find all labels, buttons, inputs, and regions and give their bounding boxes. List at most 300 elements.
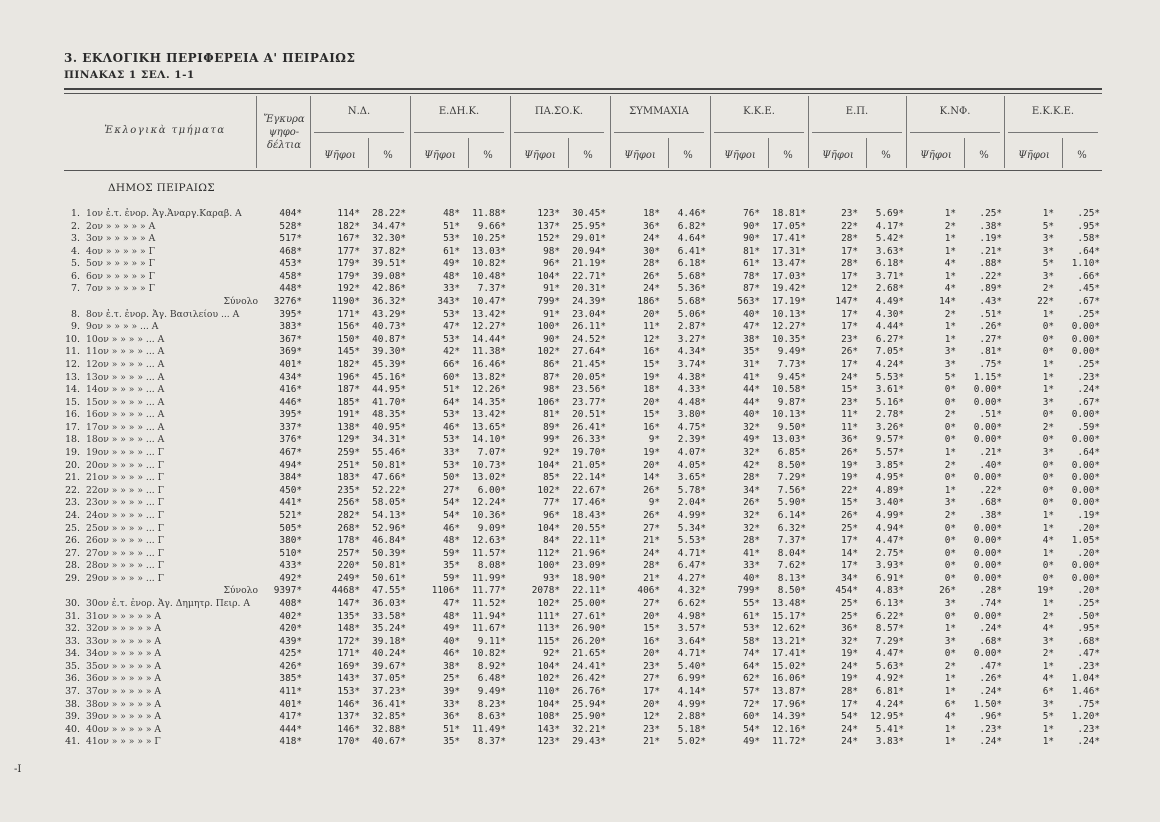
votes-value: 27* — [643, 673, 660, 685]
percent-value: 14.35* — [472, 396, 506, 408]
votes-value: 33* — [443, 698, 460, 710]
section-label: 36ον » » » » » Α — [86, 673, 162, 685]
percent-value: 6.99* — [677, 673, 706, 685]
percent-value: 0.00* — [1071, 409, 1100, 421]
percent-value: .47* — [979, 660, 1002, 672]
percent-value: 9.45* — [777, 371, 806, 383]
votes-value: 104* — [537, 522, 560, 534]
votes-value: 22* — [841, 220, 858, 232]
votes-value: 3* — [1042, 447, 1054, 459]
percent-value: 8.50* — [777, 459, 806, 471]
percent-value: 2.68* — [875, 283, 904, 295]
percent-value: 3.83* — [875, 736, 904, 748]
votes-value: 39* — [443, 686, 460, 698]
section-label: 26ον » » » » ... Γ — [86, 535, 164, 547]
votes-value: 21* — [643, 736, 660, 748]
votes-value: 38* — [443, 660, 460, 672]
percent-value: .68* — [1077, 635, 1100, 647]
group-column-divider — [1004, 96, 1005, 168]
percent-value: 34.47* — [372, 220, 406, 232]
votes-subheader: Ψῆφοι — [724, 150, 756, 161]
section-label: Σύνολο — [223, 585, 258, 597]
percent-value: 15.02* — [772, 660, 806, 672]
party-header: Ε.Κ.Κ.Ε. — [1031, 106, 1075, 117]
votes-value: 135* — [337, 610, 360, 622]
percent-value: 0.00* — [1071, 572, 1100, 584]
valid-ballots: 9397* — [273, 585, 302, 597]
votes-value: 112* — [537, 547, 560, 559]
percent-value: .24* — [1077, 384, 1100, 396]
votes-value: 0* — [1042, 409, 1054, 421]
percent-value: 4.24* — [875, 358, 904, 370]
votes-value: 19* — [841, 459, 858, 471]
percent-value: 32.30* — [372, 233, 406, 245]
votes-value: 46* — [443, 522, 460, 534]
percent-value: 0.00* — [973, 384, 1002, 396]
percent-value: 6.41* — [677, 245, 706, 257]
percent-value: 21.45* — [572, 358, 606, 370]
percent-value: 26.11* — [572, 321, 606, 333]
table-row — [0, 699, 1160, 711]
section-label: 31ον » » » » » Α — [86, 610, 162, 622]
valid-ballots: 517* — [279, 233, 302, 245]
section-label: 7ον » » » » » Γ — [86, 283, 155, 295]
percent-value: 10.36* — [472, 509, 506, 521]
votes-value: 23* — [643, 660, 660, 672]
votes-value: 799* — [737, 585, 760, 597]
percent-value: 10.25* — [472, 233, 506, 245]
percent-value: 13.47* — [772, 258, 806, 270]
votes-value: 76* — [743, 208, 760, 219]
percent-value: 11.52* — [472, 597, 506, 609]
votes-value: 24* — [841, 736, 858, 748]
top-rule — [64, 88, 1102, 90]
total-row — [0, 585, 1160, 597]
group-column-divider — [410, 96, 411, 168]
votes-value: 93* — [543, 572, 560, 584]
percent-value: 55.46* — [372, 447, 406, 459]
votes-value: 111* — [537, 610, 560, 622]
votes-value: 86* — [543, 358, 560, 370]
section-label: 30ον ἐ.τ. ἐνορ. Ἀγ. Δημητρ. Πειρ. Α — [86, 597, 250, 609]
section-label: 41ον » » » » » Γ — [86, 736, 161, 748]
votes-value: 18* — [643, 208, 660, 219]
votes-value: 32* — [743, 421, 760, 433]
votes-value: 60* — [743, 711, 760, 723]
percent-value: .96* — [979, 711, 1002, 723]
votes-value: 191* — [337, 409, 360, 421]
percent-value: .24* — [979, 686, 1002, 698]
percent-value: 1.10* — [1071, 258, 1100, 270]
percent-value: 32.88* — [372, 723, 406, 735]
votes-value: 23* — [841, 396, 858, 408]
row-number: 41. — [65, 736, 80, 748]
percent-value: .22* — [979, 484, 1002, 496]
percent-value: 7.29* — [875, 635, 904, 647]
percent-value: 26.90* — [572, 623, 606, 635]
sub-column-divider — [768, 138, 769, 168]
votes-value: 50* — [443, 472, 460, 484]
percent-value: 11.94* — [472, 610, 506, 622]
votes-value: 85* — [543, 472, 560, 484]
percent-value: 3.93* — [875, 560, 904, 572]
row-number: 12. — [65, 358, 80, 370]
percent-value: .24* — [979, 736, 1002, 748]
row-number: 17. — [65, 421, 80, 433]
row-number: 7. — [71, 283, 80, 295]
percent-value: 6.18* — [677, 258, 706, 270]
percent-value: 24.39* — [572, 296, 606, 308]
votes-value: 17* — [841, 535, 858, 547]
percent-value: 22.11* — [572, 535, 606, 547]
percent-value: 0.00* — [973, 547, 1002, 559]
row-number: 20. — [65, 459, 80, 471]
percent-value: .19* — [1077, 509, 1100, 521]
valid-ballots: 441* — [279, 497, 302, 509]
percent-value: 4.92* — [875, 673, 904, 685]
percent-value: 14.44* — [472, 333, 506, 345]
percent-value: 0.00* — [973, 535, 1002, 547]
percent-value: 41.70* — [372, 396, 406, 408]
percent-value: 4.47* — [875, 535, 904, 547]
valid-ballots: 468* — [279, 245, 302, 257]
percent-value: 48.35* — [372, 409, 406, 421]
votes-value: 36* — [841, 434, 858, 446]
percent-value: 3.74* — [677, 358, 706, 370]
percent-value: .21* — [979, 447, 1002, 459]
percent-value: 5.53* — [875, 371, 904, 383]
section-label: 5ον » » » » » Γ — [86, 258, 155, 270]
votes-value: 24* — [841, 371, 858, 383]
valid-ballots: 404* — [279, 208, 302, 219]
votes-value: 185* — [337, 396, 360, 408]
votes-subheader: Ψῆφοι — [524, 150, 556, 161]
votes-value: 0* — [1042, 572, 1054, 584]
percent-value: 2.87* — [677, 321, 706, 333]
percent-value: 21.05* — [572, 459, 606, 471]
votes-value: 33* — [443, 447, 460, 459]
percent-value: 29.01* — [572, 233, 606, 245]
votes-value: 48* — [443, 610, 460, 622]
votes-value: 74* — [743, 648, 760, 660]
votes-value: 150* — [337, 333, 360, 345]
percent-value: 0.00* — [1071, 560, 1100, 572]
percent-value: 0.00* — [973, 522, 1002, 534]
votes-value: 2* — [1042, 648, 1054, 660]
votes-value: 186* — [637, 296, 660, 308]
percent-value: 26.41* — [572, 421, 606, 433]
group-column-divider — [710, 96, 711, 168]
votes-value: 146* — [337, 698, 360, 710]
percent-value: 11.77* — [472, 585, 506, 597]
votes-value: 49* — [743, 434, 760, 446]
percent-value: 11.67* — [472, 623, 506, 635]
votes-value: 104* — [537, 660, 560, 672]
votes-value: 104* — [537, 698, 560, 710]
votes-value: 4* — [944, 283, 956, 295]
group-column-divider — [808, 96, 809, 168]
votes-value: 53* — [443, 233, 460, 245]
votes-value: 3* — [1042, 270, 1054, 282]
percent-value: 12.63* — [472, 535, 506, 547]
percent-value: 17.05* — [772, 220, 806, 232]
section-label: 20ον » » » » ... Γ — [86, 459, 164, 471]
percent-value: 1.05* — [1071, 535, 1100, 547]
votes-value: 46* — [443, 421, 460, 433]
table-row — [0, 283, 1160, 295]
percent-value: 4.34* — [677, 346, 706, 358]
votes-value: 53* — [443, 409, 460, 421]
percent-value: 5.36* — [677, 283, 706, 295]
votes-value: 1* — [1042, 723, 1054, 735]
votes-value: 47* — [443, 321, 460, 333]
table-row — [0, 384, 1160, 396]
row-number: 2. — [71, 220, 80, 232]
section-label: 14ον » » » » ... Α — [86, 384, 165, 396]
section-label: 23ον » » » » ... Γ — [86, 497, 164, 509]
votes-value: 40* — [443, 635, 460, 647]
percent-value: 7.37* — [777, 535, 806, 547]
percent-value: 4.07* — [677, 447, 706, 459]
votes-value: 183* — [337, 472, 360, 484]
sub-column-divider — [368, 138, 369, 168]
percent-value: .20* — [1077, 547, 1100, 559]
votes-value: 102* — [537, 484, 560, 496]
votes-value: 102* — [537, 597, 560, 609]
percent-value: 13.65* — [472, 421, 506, 433]
votes-value: 60* — [443, 371, 460, 383]
votes-value: 42* — [443, 346, 460, 358]
valid-ballots: 385* — [279, 673, 302, 685]
votes-value: 4* — [1042, 673, 1054, 685]
percent-value: 3.57* — [677, 623, 706, 635]
votes-value: 192* — [337, 283, 360, 295]
votes-value: 172* — [337, 635, 360, 647]
votes-value: 17* — [841, 560, 858, 572]
votes-value: 100* — [537, 321, 560, 333]
votes-value: 179* — [337, 258, 360, 270]
votes-value: 14* — [841, 547, 858, 559]
row-number: 36. — [65, 673, 80, 685]
percent-value: 19.70* — [572, 447, 606, 459]
percent-value: 8.92* — [477, 660, 506, 672]
percent-value: 26.76* — [572, 686, 606, 698]
votes-value: 1* — [944, 723, 956, 735]
votes-subheader: Ψῆφοι — [1018, 150, 1050, 161]
percent-value: .43* — [979, 296, 1002, 308]
percent-value: 26.33* — [572, 434, 606, 446]
votes-value: 171* — [337, 648, 360, 660]
percent-value: .59* — [1077, 421, 1100, 433]
votes-value: 2* — [1042, 421, 1054, 433]
votes-subheader: Ψῆφοι — [324, 150, 356, 161]
votes-value: 3* — [1042, 233, 1054, 245]
section-label: 33ον » » » » » Α — [86, 635, 162, 647]
percent-value: 32.21* — [572, 723, 606, 735]
percent-value: 27.61* — [572, 610, 606, 622]
votes-value: 23* — [841, 333, 858, 345]
percent-value: 9.11* — [477, 635, 506, 647]
votes-value: 14* — [643, 472, 660, 484]
valid-ballots: 383* — [279, 321, 302, 333]
votes-value: 96* — [543, 509, 560, 521]
table-row — [0, 309, 1160, 321]
percent-value: 17.03* — [772, 270, 806, 282]
section-label: 3ον » » » » » Α — [86, 233, 156, 245]
votes-value: 55* — [743, 597, 760, 609]
pct-subheader: % — [881, 150, 891, 161]
row-number: 3. — [71, 233, 80, 245]
votes-value: 26* — [939, 585, 956, 597]
percent-value: 11.72* — [772, 736, 806, 748]
votes-value: 153* — [337, 686, 360, 698]
votes-value: 2* — [944, 220, 956, 232]
votes-subheader: Ψῆφοι — [822, 150, 854, 161]
percent-value: 0.00* — [1071, 484, 1100, 496]
votes-value: 1* — [1042, 736, 1054, 748]
votes-value: 40* — [743, 308, 760, 320]
percent-value: 6.47* — [677, 560, 706, 572]
percent-value: 36.41* — [372, 698, 406, 710]
votes-value: 66* — [443, 358, 460, 370]
percent-value: 4.05* — [677, 459, 706, 471]
percent-value: 47.66* — [372, 472, 406, 484]
top-rule-thin — [64, 93, 1102, 94]
valid-ballots: 446* — [279, 396, 302, 408]
votes-value: 28* — [643, 258, 660, 270]
pct-subheader: % — [483, 150, 493, 161]
percent-value: 6.22* — [875, 610, 904, 622]
votes-value: 12* — [841, 283, 858, 295]
row-number: 13. — [65, 371, 80, 383]
section-label: 9ον » » » » ... Α — [86, 321, 159, 333]
row-number: 10. — [65, 333, 80, 345]
votes-value: 406* — [637, 585, 660, 597]
votes-value: 171* — [337, 308, 360, 320]
row-number: 19. — [65, 447, 80, 459]
percent-value: 25.95* — [572, 220, 606, 232]
header-bottom-rule — [64, 170, 1102, 171]
votes-value: 0* — [944, 535, 956, 547]
percent-value: .25* — [979, 208, 1002, 219]
votes-value: 4468* — [331, 585, 360, 597]
votes-value: 17* — [841, 270, 858, 282]
votes-value: 235* — [337, 484, 360, 496]
percent-value: 7.05* — [875, 346, 904, 358]
votes-value: 59* — [443, 547, 460, 559]
votes-value: 25* — [841, 597, 858, 609]
votes-value: 87* — [543, 371, 560, 383]
percent-value: 2.88* — [677, 711, 706, 723]
percent-value: 22.71* — [572, 270, 606, 282]
col-header-sections: Ἐκλογικὰ τμήματα — [104, 125, 226, 136]
percent-value: .26* — [979, 673, 1002, 685]
percent-value: 7.29* — [777, 472, 806, 484]
votes-value: 61* — [743, 258, 760, 270]
table-row — [0, 623, 1160, 635]
votes-value: 61* — [443, 245, 460, 257]
table-row — [0, 422, 1160, 434]
percent-value: 5.68* — [677, 270, 706, 282]
percent-value: 52.22* — [372, 484, 406, 496]
row-number: 6. — [71, 270, 80, 282]
percent-value: .19* — [979, 233, 1002, 245]
percent-value: 8.23* — [477, 698, 506, 710]
votes-value: 54* — [743, 723, 760, 735]
table-row — [0, 208, 1160, 220]
percent-value: 4.24* — [875, 698, 904, 710]
percent-value: 37.82* — [372, 245, 406, 257]
valid-ballots: 494* — [279, 459, 302, 471]
votes-value: 78* — [743, 270, 760, 282]
table-row — [0, 636, 1160, 648]
row-number: 24. — [65, 509, 80, 521]
votes-value: 36* — [443, 711, 460, 723]
section-label: 28ον » » » » ... Γ — [86, 560, 164, 572]
votes-value: 51* — [443, 220, 460, 232]
votes-value: 129* — [337, 434, 360, 446]
votes-value: 61* — [743, 610, 760, 622]
percent-value: 0.00* — [973, 472, 1002, 484]
votes-value: 12* — [643, 711, 660, 723]
table-row — [0, 573, 1160, 585]
votes-value: 35* — [443, 560, 460, 572]
section-label: 39ον » » » » » Α — [86, 711, 162, 723]
votes-value: 0* — [944, 572, 956, 584]
table-row — [0, 221, 1160, 233]
table-row — [0, 560, 1160, 572]
percent-value: 8.04* — [777, 547, 806, 559]
votes-value: 53* — [743, 623, 760, 635]
percent-value: 5.69* — [875, 208, 904, 219]
percent-value: 19.42* — [772, 283, 806, 295]
table-row — [0, 497, 1160, 509]
pct-subheader: % — [583, 150, 593, 161]
percent-value: 13.82* — [472, 371, 506, 383]
table-row — [0, 321, 1160, 333]
percent-value: .23* — [979, 723, 1002, 735]
percent-value: 15.17* — [772, 610, 806, 622]
table-row — [0, 271, 1160, 283]
votes-value: 20* — [643, 308, 660, 320]
votes-value: 1* — [1042, 660, 1054, 672]
votes-value: 20* — [643, 648, 660, 660]
percent-value: 10.73* — [472, 459, 506, 471]
group-divider-line — [910, 132, 1000, 133]
percent-value: 5.16* — [875, 396, 904, 408]
percent-value: .25* — [1077, 208, 1100, 219]
votes-value: 17* — [643, 686, 660, 698]
pct-subheader: % — [979, 150, 989, 161]
votes-value: 28* — [841, 258, 858, 270]
percent-value: 16.46* — [472, 358, 506, 370]
votes-value: 1* — [944, 208, 956, 219]
percent-value: .64* — [1077, 447, 1100, 459]
votes-value: 47* — [443, 597, 460, 609]
votes-value: 147* — [835, 296, 858, 308]
percent-value: 4.49* — [875, 296, 904, 308]
percent-value: 4.33* — [677, 384, 706, 396]
section-label: 22ον » » » » ... Γ — [86, 484, 164, 496]
percent-value: 3.26* — [875, 421, 904, 433]
percent-value: 13.48* — [772, 597, 806, 609]
percent-value: 40.95* — [372, 421, 406, 433]
valid-ballots: 453* — [279, 258, 302, 270]
percent-value: 18.90* — [572, 572, 606, 584]
percent-value: 52.96* — [372, 522, 406, 534]
percent-value: 13.42* — [472, 409, 506, 421]
percent-value: 5.02* — [677, 736, 706, 748]
